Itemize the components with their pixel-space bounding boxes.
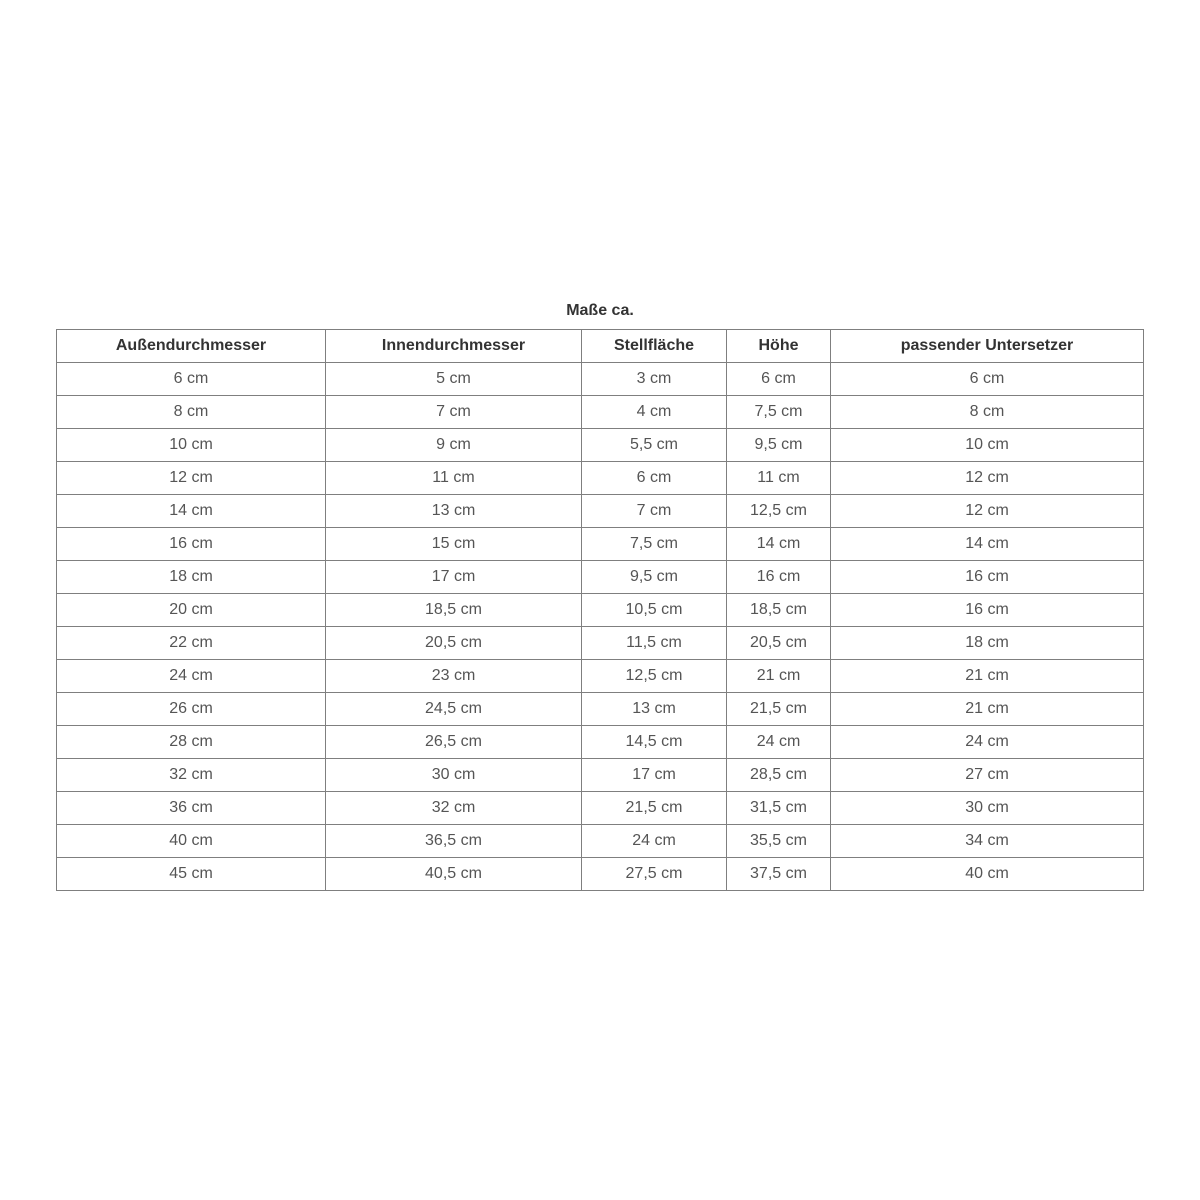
cell-passender-untersetzer: 21 cm (831, 660, 1144, 693)
cell-innendurchmesser: 5 cm (326, 363, 582, 396)
cell-stellflaeche: 11,5 cm (582, 627, 727, 660)
table-row (57, 858, 1144, 891)
cell-passender-untersetzer: 30 cm (831, 792, 1144, 825)
cell-innendurchmesser: 32 cm (326, 792, 582, 825)
cell-stellflaeche: 17 cm (582, 759, 727, 792)
cell-passender-untersetzer: 12 cm (831, 462, 1144, 495)
cell-innendurchmesser: 13 cm (326, 495, 582, 528)
cell-innendurchmesser: 11 cm (326, 462, 582, 495)
table-body (57, 363, 1144, 891)
cell-hoehe: 18,5 cm (727, 594, 831, 627)
cell-innendurchmesser: 20,5 cm (326, 627, 582, 660)
table-row (57, 462, 1144, 495)
cell-aussendurchmesser: 6 cm (57, 363, 326, 396)
cell-hoehe: 7,5 cm (727, 396, 831, 429)
cell-aussendurchmesser: 10 cm (57, 429, 326, 462)
cell-hoehe: 31,5 cm (727, 792, 831, 825)
cell-stellflaeche: 6 cm (582, 462, 727, 495)
cell-aussendurchmesser: 26 cm (57, 693, 326, 726)
cell-innendurchmesser: 17 cm (326, 561, 582, 594)
cell-aussendurchmesser: 22 cm (57, 627, 326, 660)
cell-aussendurchmesser: 45 cm (57, 858, 326, 891)
cell-innendurchmesser: 23 cm (326, 660, 582, 693)
cell-passender-untersetzer: 16 cm (831, 594, 1144, 627)
cell-aussendurchmesser: 12 cm (57, 462, 326, 495)
cell-passender-untersetzer: 16 cm (831, 561, 1144, 594)
table-row (57, 627, 1144, 660)
table-row (57, 693, 1144, 726)
cell-stellflaeche: 9,5 cm (582, 561, 727, 594)
cell-passender-untersetzer: 34 cm (831, 825, 1144, 858)
cell-innendurchmesser: 30 cm (326, 759, 582, 792)
cell-innendurchmesser: 40,5 cm (326, 858, 582, 891)
table-row (57, 396, 1144, 429)
cell-passender-untersetzer: 8 cm (831, 396, 1144, 429)
cell-passender-untersetzer: 40 cm (831, 858, 1144, 891)
cell-innendurchmesser: 15 cm (326, 528, 582, 561)
cell-innendurchmesser: 26,5 cm (326, 726, 582, 759)
header-hoehe: Höhe (727, 330, 831, 363)
cell-passender-untersetzer: 27 cm (831, 759, 1144, 792)
cell-hoehe: 28,5 cm (727, 759, 831, 792)
cell-hoehe: 14 cm (727, 528, 831, 561)
cell-hoehe: 12,5 cm (727, 495, 831, 528)
cell-hoehe: 6 cm (727, 363, 831, 396)
cell-innendurchmesser: 24,5 cm (326, 693, 582, 726)
cell-stellflaeche: 10,5 cm (582, 594, 727, 627)
table-row (57, 528, 1144, 561)
cell-stellflaeche: 12,5 cm (582, 660, 727, 693)
cell-aussendurchmesser: 20 cm (57, 594, 326, 627)
header-aussendurchmesser: Außendurchmesser (57, 330, 326, 363)
cell-stellflaeche: 13 cm (582, 693, 727, 726)
table-row (57, 594, 1144, 627)
cell-passender-untersetzer: 10 cm (831, 429, 1144, 462)
cell-stellflaeche: 7 cm (582, 495, 727, 528)
cell-aussendurchmesser: 40 cm (57, 825, 326, 858)
table-row (57, 792, 1144, 825)
table-row (57, 726, 1144, 759)
header-stellflaeche: Stellfläche (582, 330, 727, 363)
cell-passender-untersetzer: 18 cm (831, 627, 1144, 660)
table-caption: Maße ca. (566, 302, 634, 319)
cell-aussendurchmesser: 24 cm (57, 660, 326, 693)
cell-aussendurchmesser: 14 cm (57, 495, 326, 528)
cell-stellflaeche: 7,5 cm (582, 528, 727, 561)
cell-stellflaeche: 21,5 cm (582, 792, 727, 825)
header-innendurchmesser: Innendurchmesser (326, 330, 582, 363)
table-row (57, 495, 1144, 528)
cell-passender-untersetzer: 12 cm (831, 495, 1144, 528)
cell-innendurchmesser: 7 cm (326, 396, 582, 429)
cell-hoehe: 37,5 cm (727, 858, 831, 891)
table-row (57, 660, 1144, 693)
table-row (57, 759, 1144, 792)
cell-stellflaeche: 14,5 cm (582, 726, 727, 759)
table-row (57, 429, 1144, 462)
cell-stellflaeche: 5,5 cm (582, 429, 727, 462)
cell-hoehe: 24 cm (727, 726, 831, 759)
header-passender-untersetzer: passender Untersetzer (831, 330, 1144, 363)
cell-passender-untersetzer: 24 cm (831, 726, 1144, 759)
cell-passender-untersetzer: 6 cm (831, 363, 1144, 396)
cell-hoehe: 20,5 cm (727, 627, 831, 660)
table-row (57, 561, 1144, 594)
table-row (57, 363, 1144, 396)
cell-hoehe: 21,5 cm (727, 693, 831, 726)
cell-hoehe: 35,5 cm (727, 825, 831, 858)
cell-stellflaeche: 27,5 cm (582, 858, 727, 891)
cell-innendurchmesser: 9 cm (326, 429, 582, 462)
cell-hoehe: 9,5 cm (727, 429, 831, 462)
cell-aussendurchmesser: 32 cm (57, 759, 326, 792)
table-header-row (57, 330, 1144, 363)
cell-passender-untersetzer: 21 cm (831, 693, 1144, 726)
cell-stellflaeche: 24 cm (582, 825, 727, 858)
cell-aussendurchmesser: 16 cm (57, 528, 326, 561)
cell-aussendurchmesser: 18 cm (57, 561, 326, 594)
cell-hoehe: 11 cm (727, 462, 831, 495)
size-table (56, 329, 1144, 891)
cell-stellflaeche: 3 cm (582, 363, 727, 396)
cell-innendurchmesser: 36,5 cm (326, 825, 582, 858)
cell-hoehe: 21 cm (727, 660, 831, 693)
cell-aussendurchmesser: 28 cm (57, 726, 326, 759)
cell-passender-untersetzer: 14 cm (831, 528, 1144, 561)
table-row (57, 825, 1144, 858)
cell-stellflaeche: 4 cm (582, 396, 727, 429)
cell-hoehe: 16 cm (727, 561, 831, 594)
cell-innendurchmesser: 18,5 cm (326, 594, 582, 627)
cell-aussendurchmesser: 36 cm (57, 792, 326, 825)
cell-aussendurchmesser: 8 cm (57, 396, 326, 429)
